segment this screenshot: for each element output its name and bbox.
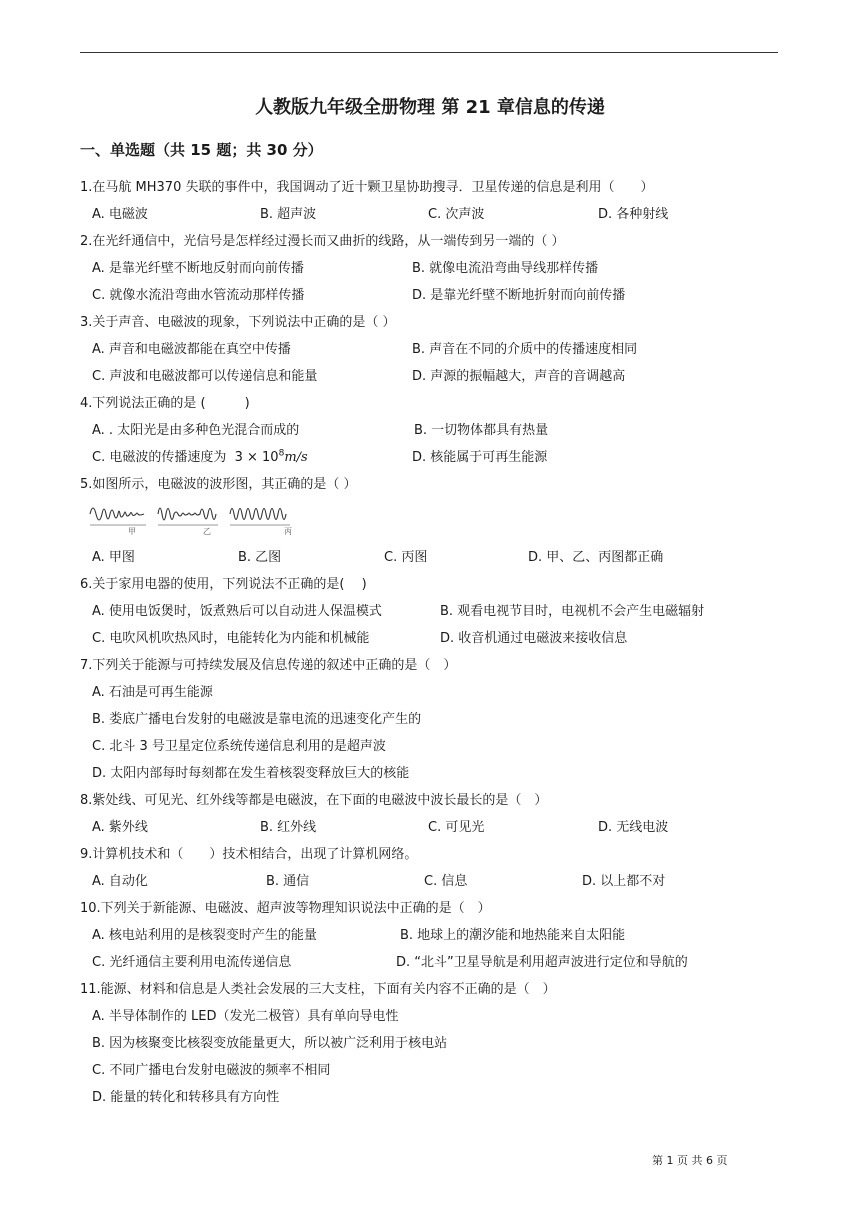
q3-option-d: D. 声源的振幅越大，声音的音调越高 xyxy=(412,369,626,384)
q10-option-b: B. 地球上的潮汐能和地热能来自太阳能 xyxy=(400,928,626,943)
q11-option-c: C. 不同广播电台发射电磁波的频率不相同 xyxy=(92,1063,331,1078)
question-10: 10.下列关于新能源、电磁波、超声波等物理知识说法中正确的是（ ） xyxy=(80,901,491,916)
q3-option-c: C. 声波和电磁波都可以传递信息和能量 xyxy=(92,369,318,384)
question-6: 6.关于家用电器的使用，下列说法不正确的是( ) xyxy=(80,577,367,592)
question-8: 8.紫处线、可见光、红外线等都是电磁波，在下面的电磁波中波长最长的是（ ） xyxy=(80,793,548,808)
document-title: 人教版九年级全册物理 第 21 章信息的传递 xyxy=(255,97,605,118)
question-4: 4.下列说法正确的是 ( ) xyxy=(80,396,250,411)
q7-option-c: C. 北斗 3 号卫星定位系统传递信息利用的是超声波 xyxy=(92,739,386,754)
q1-option-d: D. 各种射线 xyxy=(598,207,669,222)
q6-option-a: A. 使用电饭煲时，饭煮熟后可以自动进人保温模式 xyxy=(92,604,382,619)
label-bing: 丙 xyxy=(284,527,292,536)
wave-yi xyxy=(158,508,216,520)
q5-option-b: B. 乙图 xyxy=(238,550,282,565)
question-5: 5.如图所示，电磁波的波形图，其正确的是（ ） xyxy=(80,477,357,492)
question-7: 7.下列关于能源与可持续发展及信息传递的叙述中正确的是（ ） xyxy=(80,658,457,673)
q4-option-a: A. . 太阳光是由多种色光混合而成的 xyxy=(92,423,300,438)
q10-option-c: C. 光纤通信主要利用电流传递信息 xyxy=(92,955,292,970)
q4-option-b: B. 一切物体都具有热量 xyxy=(414,423,549,438)
q3-option-a: A. 声音和电磁波都能在真空中传播 xyxy=(92,342,291,357)
q4-option-c-label: C. 电磁波的传播速度为 xyxy=(92,450,227,465)
q7-option-a: A. 石油是可再生能源 xyxy=(92,685,213,700)
q10-option-d: D. “北斗”卫星导航是利用超声波进行定位和导航的 xyxy=(396,955,688,970)
q9-option-a: A. 自动化 xyxy=(92,874,148,889)
q2-option-c: C. 就像水流沿弯曲水管流动那样传播 xyxy=(92,288,305,303)
q2-option-b: B. 就像电流沿弯曲导线那样传播 xyxy=(412,261,599,276)
question-11: 11.能源、材料和信息是人类社会发展的三大支柱，下面有关内容不正确的是（ ） xyxy=(80,982,556,997)
q5-option-a: A. 甲图 xyxy=(92,550,135,565)
formula-base: 3 × 10 xyxy=(234,450,279,465)
q8-option-a: A. 紫外线 xyxy=(92,820,148,835)
q8-option-b: B. 红外线 xyxy=(260,820,317,835)
q4-option-d: D. 核能属于可再生能源 xyxy=(412,450,548,465)
question-1: 1.在马航 MH370 失联的事件中，我国调动了近十颗卫星协助搜寻．卫星传递的信息是利用（ ） xyxy=(80,180,654,195)
q6-option-d: D. 收音机通过电磁波来接收信息 xyxy=(440,631,628,646)
q6-option-c: C. 电吹风机吹热风时，电能转化为内能和机械能 xyxy=(92,631,370,646)
question-9: 9.计算机技术和（ ）技术相结合，出现了计算机网络。 xyxy=(80,847,418,862)
q8-option-c: C. 可见光 xyxy=(428,820,485,835)
q10-option-a: A. 核电站利用的是核裂变时产生的能量 xyxy=(92,928,317,943)
label-yi: 乙 xyxy=(203,527,211,536)
q11-option-b: B. 因为核聚变比核裂变放能量更大，所以被广泛利用于核电站 xyxy=(92,1036,448,1051)
section-heading: 一、单选题（共 15 题；共 30 分） xyxy=(80,141,323,159)
q1-option-a: A. 电磁波 xyxy=(92,207,148,222)
wave-bing xyxy=(230,509,286,520)
q4-option-c xyxy=(92,446,308,465)
question-3: 3.关于声音、电磁波的现象，下列说法中正确的是（ ） xyxy=(80,315,396,330)
q2-option-a: A. 是靠光纤壁不断地反射而向前传播 xyxy=(92,261,304,276)
q3-option-b: B. 声音在不同的介质中的传播速度相同 xyxy=(412,342,638,357)
q9-option-d: D. 以上都不对 xyxy=(582,874,666,889)
q11-option-a: A. 半导体制作的 LED（发光二极管）具有单向导电性 xyxy=(92,1009,399,1024)
q6-option-b: B. 观看电视节目时，电视机不会产生电磁辐射 xyxy=(440,604,705,619)
q9-option-b: B. 通信 xyxy=(266,874,310,889)
q7-option-b: B. 娄底广播电台发射的电磁波是靠电流的迅速变化产生的 xyxy=(92,712,422,727)
speed-formula xyxy=(235,450,308,465)
question-2: 2.在光纤通信中，光信号是怎样经过漫长而又曲折的线路，从一端传到另一端的（ ） xyxy=(80,234,565,249)
q7-option-d: D. 太阳内部每时每刻都在发生着核裂变释放巨大的核能 xyxy=(92,766,410,781)
q5-option-c: C. 丙图 xyxy=(384,550,428,565)
q9-option-c: C. 信息 xyxy=(424,874,468,889)
wave-jia xyxy=(90,508,144,520)
label-jia: 甲 xyxy=(128,527,136,536)
q11-option-d: D. 能量的转化和转移具有方向性 xyxy=(92,1090,280,1105)
q1-option-b: B. 超声波 xyxy=(260,207,317,222)
q5-option-d: D. 甲、乙、丙图都正确 xyxy=(528,550,664,565)
q1-option-c: C. 次声波 xyxy=(428,207,485,222)
q8-option-d: D. 无线电波 xyxy=(598,820,669,835)
formula-exponent: 8 xyxy=(278,448,285,459)
formula-unit: m/s xyxy=(284,450,308,465)
q2-option-d: D. 是靠光纤壁不断地折射而向前传播 xyxy=(412,288,626,303)
waveform-figure xyxy=(88,500,298,536)
header-rule xyxy=(80,52,778,53)
page-footer: 第 1 页 共 6 页 xyxy=(652,1154,728,1167)
